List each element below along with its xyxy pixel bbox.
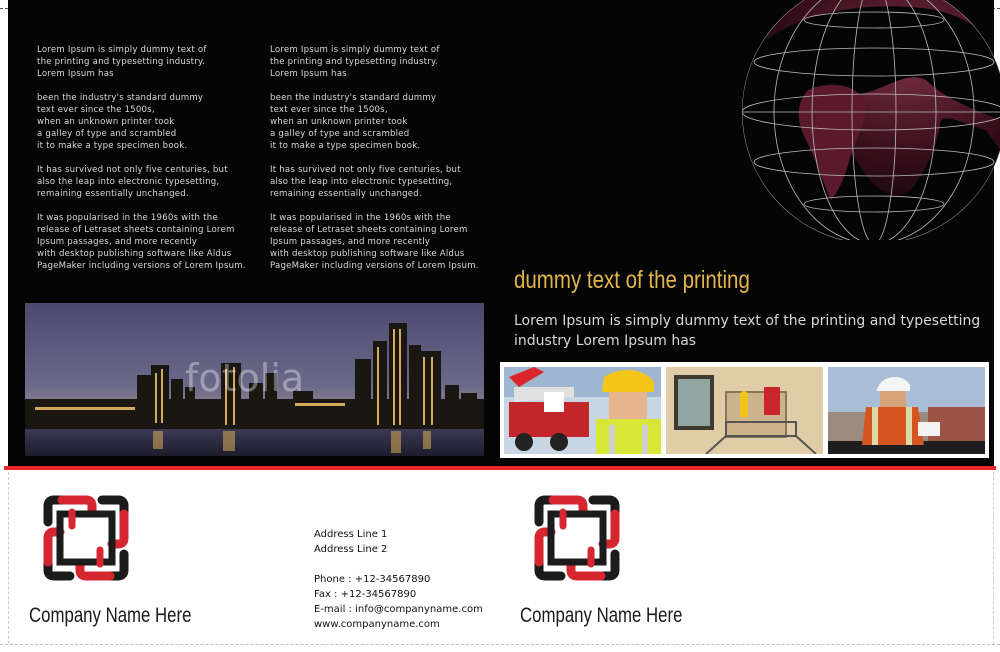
company-logo xyxy=(40,492,132,584)
fold-guide-bottom xyxy=(0,644,1000,645)
paragraph: been the industry's standard dummy text ever since the 1500s, when an unknown printer took a galley of type and scrambled it to make a type specimen book. xyxy=(37,93,204,151)
contact-block xyxy=(314,527,483,632)
feature-subtext: Lorem Ipsum is simply dummy text of the printing and typesetting industry Lorem Ipsum has xyxy=(514,313,981,349)
paragraph: Lorem Ipsum is simply dummy text of the printing and typesetting industry. Lorem Ipsum has xyxy=(270,45,440,79)
paragraph: been the industry's standard dummy text ever since the 1500s, when an unknown printer took a galley of type and scrambled it to make a type specimen book. xyxy=(270,93,437,151)
globe-graphic xyxy=(736,0,1000,240)
photo-construction-worker xyxy=(828,367,985,454)
fax-number: Fax : +12-34567890 xyxy=(314,589,417,600)
website-url: www.companyname.com xyxy=(314,619,440,630)
paragraph: It was popularised in the 1960s with the release of Letraset sheets containing Lorem Ipsum passages, and more recently with desktop publishing software like Aldus PageMaker including versions of Lorem Ipsum. xyxy=(270,213,479,271)
city-skyline-photo xyxy=(25,303,484,456)
paragraph: It has survived not only five centuries, but also the leap into electronic typesetting, remaining essentially unchanged. xyxy=(270,165,461,199)
company-logo xyxy=(531,492,623,584)
text-column-right xyxy=(270,44,500,284)
spacer xyxy=(314,557,483,572)
text-column-left xyxy=(37,44,267,284)
paragraph: It was popularised in the 1960s with the release of Letraset sheets containing Lorem Ipsum passages, and more recently with desktop publishing software like Aldus PageMaker including versions of Lorem Ipsum. xyxy=(37,213,246,271)
fotolia-watermark: fotolia xyxy=(185,356,305,400)
address-line-1: Address Line 1 xyxy=(314,529,388,540)
company-name: Company Name Here xyxy=(520,604,683,627)
accent-divider xyxy=(4,466,996,470)
address-line-2: Address Line 2 xyxy=(314,544,388,555)
photo-strip xyxy=(500,362,989,458)
phone-number: Phone : +12-34567890 xyxy=(314,574,431,585)
paragraph: Lorem Ipsum is simply dummy text of the printing and typesetting industry. Lorem Ipsum has xyxy=(37,45,207,79)
company-name: Company Name Here xyxy=(29,604,192,627)
photo-building-workers xyxy=(666,367,823,454)
email-address: E-mail : info@companyname.com xyxy=(314,604,483,615)
feature-headline: dummy text of the printing xyxy=(514,266,750,294)
paragraph: It has survived not only five centuries, but also the leap into electronic typesetting, remaining essentially unchanged. xyxy=(37,165,228,199)
photo-crane-worker xyxy=(504,367,661,454)
